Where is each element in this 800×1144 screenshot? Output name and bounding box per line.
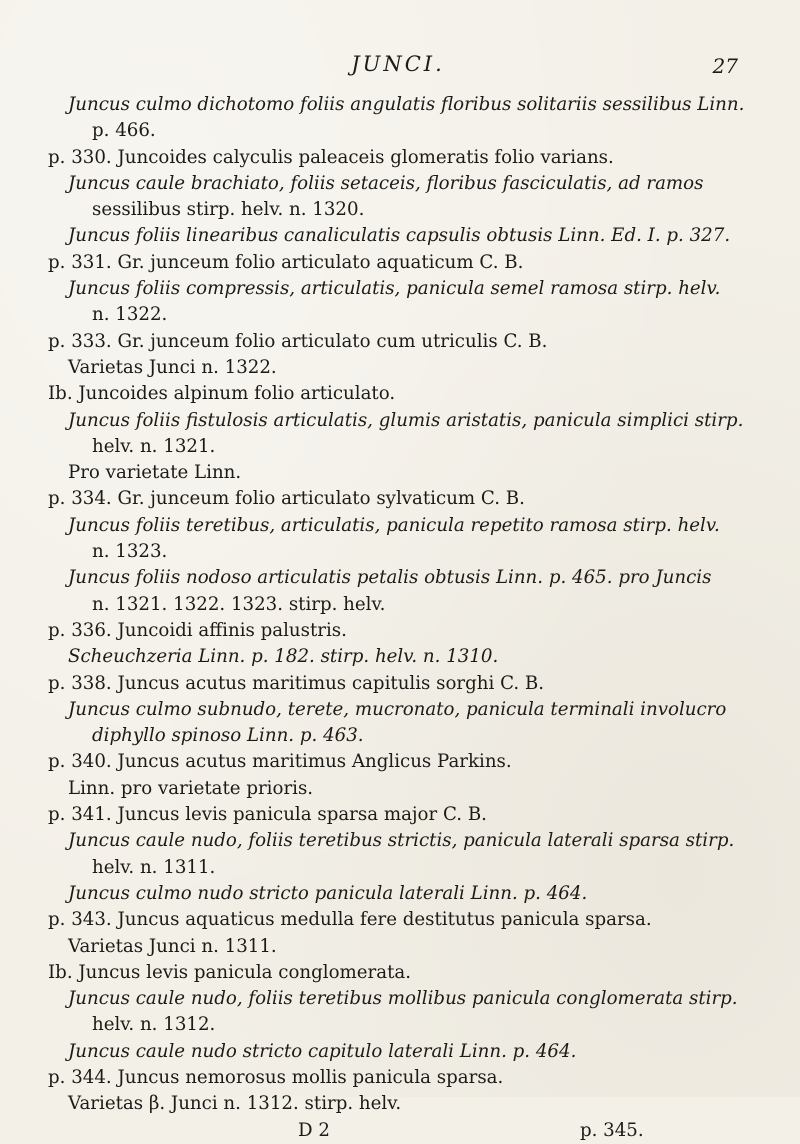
text-line: p. 330. Juncoides calyculis paleaceis glomeratis folio varians.	[48, 146, 614, 168]
text-line: Juncus foliis teretibus, articulatis, panicula repetito ramosa stirp. helv.	[68, 514, 720, 536]
text-line: Juncus foliis nodoso articulatis petalis obtusis Linn. p. 465. pro Juncis	[68, 567, 712, 589]
text-line: p. 340. Juncus acutus maritimus Anglicus Parkins.	[48, 751, 512, 773]
text-line: Linn. pro varietate prioris.	[68, 777, 314, 799]
text-line: p. 466.	[92, 120, 156, 142]
text-line: Varietas Junci n. 1311.	[68, 935, 277, 957]
text-line: Scheuchzeria Linn. p. 182. stirp. helv. n. 1310.	[68, 646, 499, 668]
text-line: Juncus foliis linearibus canaliculatis capsulis obtusis Linn. Ed. I. p. 327.	[68, 225, 731, 247]
text-line: Juncus caule nudo, foliis teretibus strictis, panicula laterali sparsa stirp.	[68, 830, 735, 852]
text-line: n. 1322.	[92, 304, 168, 326]
entry-list	[48, 92, 748, 1118]
text-line: Juncus caule brachiato, foliis setaceis, floribus fasciculatis, ad ramos	[68, 172, 704, 194]
text-line: Ib. Juncoides alpinum folio articulato.	[48, 383, 396, 405]
text-line: p. 334. Gr. junceum folio articulato sylvaticum C. B.	[48, 488, 525, 510]
text-line: Juncus caule nudo, foliis teretibus mollibus panicula conglomerata stirp.	[68, 988, 738, 1010]
text-line: helv. n. 1321.	[92, 435, 216, 457]
text-line: helv. n. 1311.	[92, 856, 216, 878]
text-line: p. 331. Gr. junceum folio articulato aquaticum C. B.	[48, 251, 524, 273]
text-line: Varietas β. Junci n. 1312. stirp. helv.	[68, 1093, 402, 1115]
text-line: Juncus culmo nudo stricto panicula laterali Linn. p. 464.	[68, 882, 588, 904]
text-line: Pro varietate Linn.	[68, 462, 242, 484]
running-title: JUNCI.	[351, 52, 445, 76]
text-line: Juncus culmo subnudo, terete, mucronato, panicula terminali involucro	[68, 698, 727, 720]
text-line: n. 1321. 1322. 1323. stirp. helv.	[92, 593, 386, 615]
text-line: p. 341. Juncus levis panicula sparsa major C. B.	[48, 804, 487, 826]
text-line: Varietas Junci n. 1322.	[68, 356, 277, 378]
running-head	[48, 52, 748, 82]
text-line: diphyllo spinoso Linn. p. 463.	[92, 725, 364, 747]
text-line: Juncus foliis compressis, articulatis, panicula semel ramosa stirp. helv.	[68, 278, 721, 300]
signature-mark: D 2	[298, 1119, 330, 1141]
text-line: p. 338. Juncus acutus maritimus capitulis sorghi C. B.	[48, 672, 545, 694]
text-line: helv. n. 1312.	[92, 1014, 216, 1036]
text-line: Juncus culmo dichotomo foliis angulatis floribus solitariis sessilibus Linn.	[68, 94, 745, 115]
text-line: p. 343. Juncus aquaticus medulla fere destitutus panicula sparsa.	[48, 909, 652, 931]
text-line: n. 1323.	[92, 541, 168, 563]
text-line: Juncus caule nudo stricto capitulo laterali Linn. p. 464.	[68, 1040, 577, 1062]
text-line: Juncus foliis fistulosis articulatis, glumis aristatis, panicula simplici stirp.	[68, 409, 744, 431]
text-line: p. 336. Juncoidi affinis palustris.	[48, 619, 347, 641]
footer-line	[48, 1118, 748, 1144]
text-line: p. 333. Gr. junceum folio articulato cum utriculis C. B.	[48, 330, 548, 352]
catchword: p. 345.	[579, 1119, 644, 1141]
text-line: Ib. Juncus levis panicula conglomerata.	[48, 961, 412, 983]
text-line: p. 344. Juncus nemorosus mollis panicula sparsa.	[48, 1066, 504, 1088]
page-number: 27	[712, 54, 738, 78]
text-line: sessilibus stirp. helv. n. 1320.	[92, 199, 365, 221]
